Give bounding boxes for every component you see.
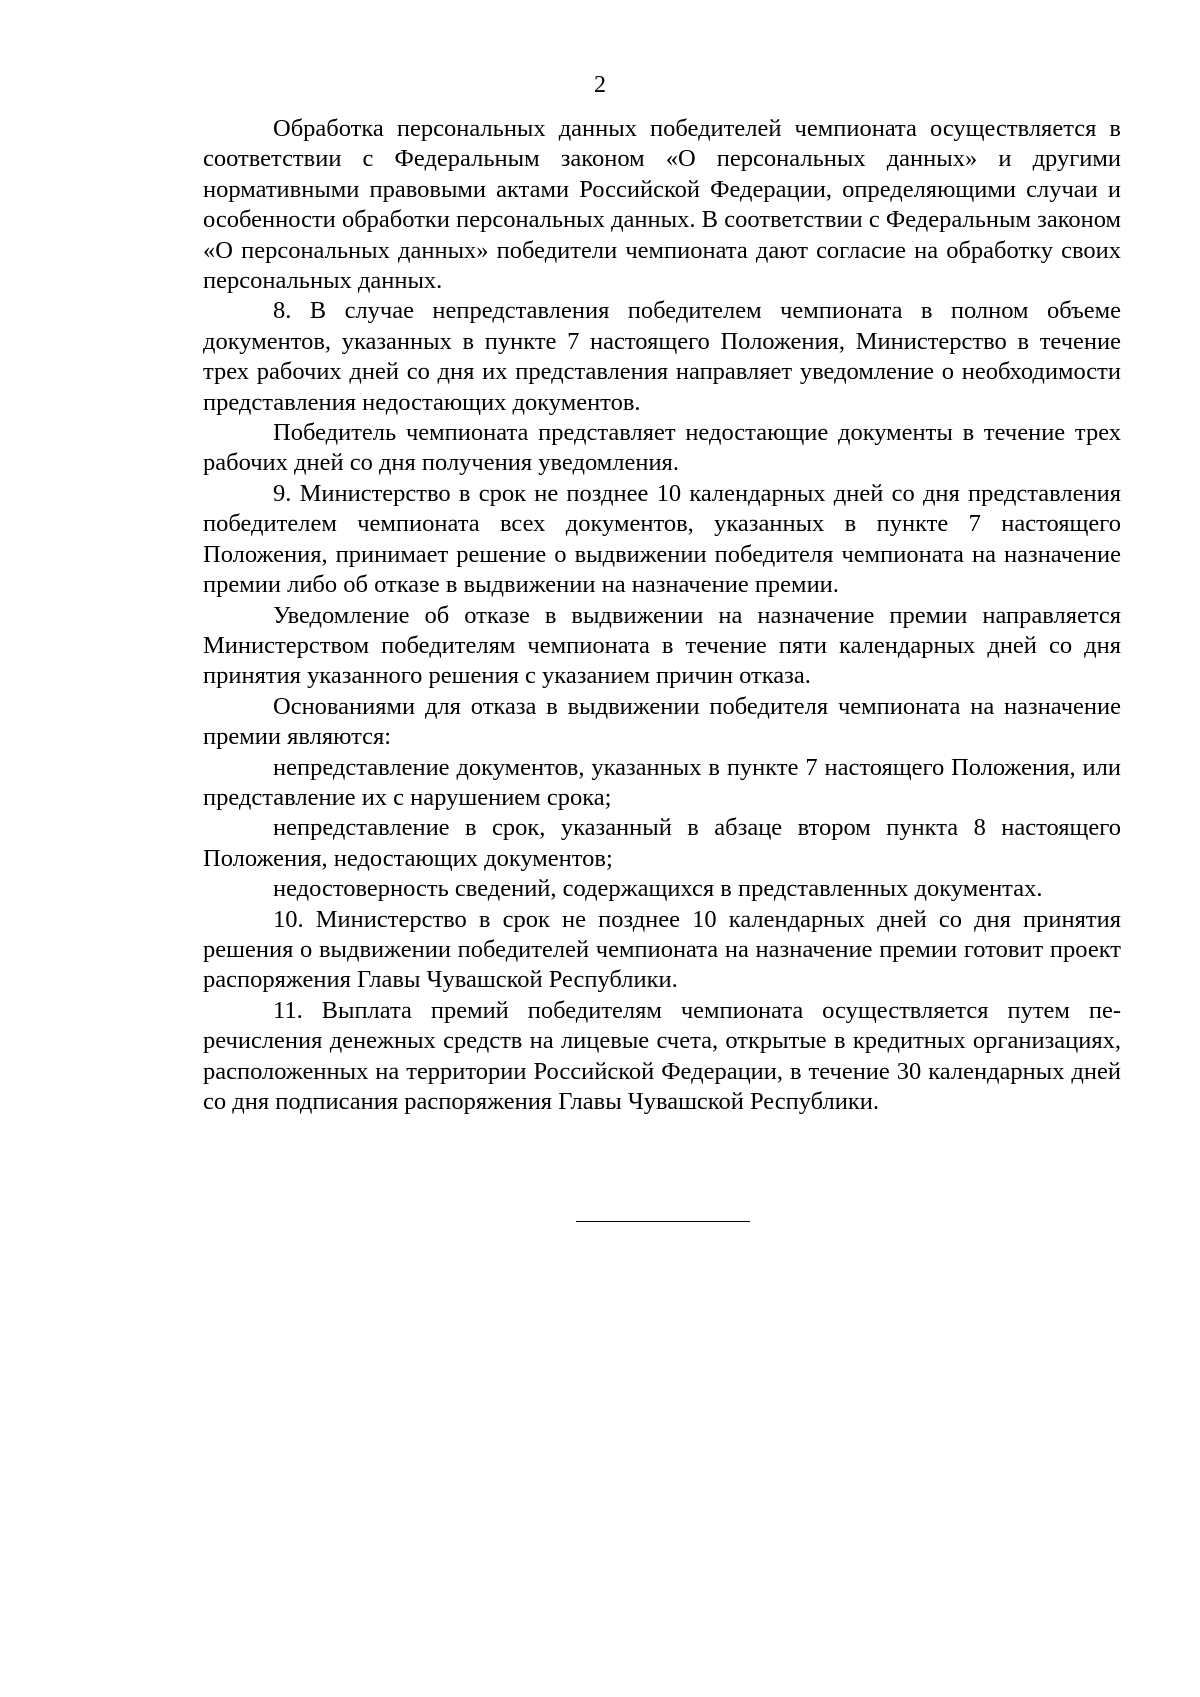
paragraph-ground-2: непредставление в срок, указанный в абзаце втором пункта 8 настоящего Положения, недостающих документов; [203,814,1121,872]
paragraph-item-9: 9. Министерство в срок не позднее 10 календарных дней со дня представления победителем чемпионата всех документов, указанных в пункте 7 настоящего Положения, принимает решение о выдвижении победителя чемпионата на назначение премии либо об отказе в выдвижении на назначение премии. [203,479,1121,599]
paragraph-refusal-grounds: Основаниями для отказа в выдвижении победителя чемпионата на назначение премии являются: [203,692,1121,751]
page-number: 2 [594,72,606,98]
paragraph-personal-data: Обработка персональных данных победителей чемпионата осуществляется в соответствии с Федеральным законом «О персональных данных» и другими нормативными правовыми актами Российской Федерации, определяющими случаи и особенности обработки персональных данных. В соответствии с Федеральным законом «О персональных данных» победители чемпионата дают согласие на обработку своих персональных данных. [203,115,1121,295]
paragraph-ground-3: недостоверность сведений, содержащихся в представленных документах. [273,875,1043,903]
paragraph-missing-documents: Победитель чемпионата представляет недостающие документы в течение трех рабочих дней со дня получения уведомления. [203,419,1121,477]
end-divider [576,1221,750,1222]
paragraph-refusal-notice: Уведомление об отказе в выдвижении на назначение премии направляется Министерством победителям чемпионата в течение пяти календарных дней со дня принятия указанного решения с указанием причин отказа. [203,601,1121,690]
paragraph-item-10: 10. Министерство в срок не позднее 10 календарных дней со дня принятия решения о выдвижении победителей чемпионата на назначение премии готовит проект распоряжения Главы Чувашской Республики. [203,905,1121,994]
paragraph-item-8: 8. В случае непредставления победителем чемпионата в полном объеме документов, указанных в пункте 7 настоящего Положения, Министерство в течение трех рабочих дней со дня их представления направляет уведомление о необходимости представления недостающих документов. [203,297,1121,416]
paragraph-ground-1: непредставление документов, указанных в пункте 7 настоящего Положения, или представление их с нарушением срока; [203,753,1121,811]
paragraph-item-11: 11. Выплата премий победителям чемпионата осуществляется путем перечисления денежных средств на лицевые счета, открытые в кредитных организациях, расположенных на территории Российской Федерации, в течение 30 календарных дней со дня подписания распоряжения Главы Чувашской Республики. [203,996,1121,1115]
document-body [203,114,1121,1117]
